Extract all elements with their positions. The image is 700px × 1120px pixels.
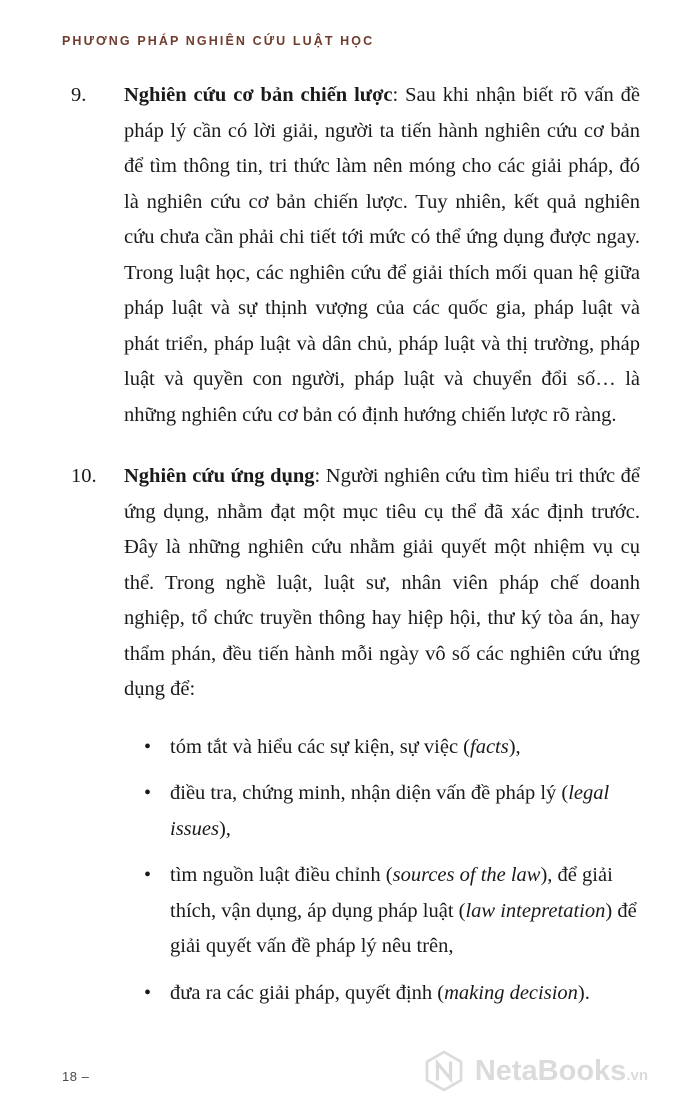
item-text: : Người nghiên cứu tìm hiểu tri thức để ứng dụng, nhằm đạt một mục tiêu cụ thể đã xác định trước. Đây là những nghiên cứu nhằm giải quyết một nhiệm vụ cụ thể. Trong nghề luật, luật sư, nhân viên pháp chế doanh nghiệp, tổ chức truyền thông hay hiệp hội, thư ký tòa án, hay thẩm phán, đều tiến hành mỗi ngày vô số các nghiên cứu ứng dụng để:	[124, 465, 640, 700]
watermark	[423, 1050, 648, 1092]
bullet-text	[170, 976, 640, 1012]
bullet-term: ), để giải thích, vận dụng, áp dụng pháp luật (	[170, 864, 613, 922]
bullet-term-italic: facts	[470, 735, 509, 758]
item-lead-term: Nghiên cứu ứng dụng	[124, 465, 315, 487]
bullet-term-italic: sources of the law	[392, 864, 541, 886]
numbered-item	[62, 459, 640, 1011]
bullet-term: tìm nguồn luật điều chỉnh (	[170, 864, 393, 886]
item-body	[124, 459, 640, 1011]
bullet-marker-icon: •	[144, 981, 152, 1004]
bullet-list	[124, 730, 640, 1012]
bullet-term: điều tra, chứng minh, nhận diện vấn đề pháp lý (	[170, 782, 569, 804]
bullet-term: đưa ra các giải pháp, quyết định (	[170, 981, 445, 1004]
watermark-text	[474, 1054, 648, 1087]
item-number: 9.	[71, 84, 87, 106]
bullet-marker-icon: •	[144, 735, 152, 758]
page-content	[62, 78, 640, 1011]
bullet-item	[124, 858, 640, 965]
bullet-item	[124, 976, 640, 1012]
bullet-item	[124, 776, 640, 847]
item-lead-term: Nghiên cứu cơ bản chiến lược	[124, 84, 393, 106]
running-head: PHƯƠNG PHÁP NGHIÊN CỨU LUẬT HỌC	[62, 34, 375, 48]
bullet-term: ),	[218, 817, 231, 840]
bullet-marker-icon: •	[144, 864, 152, 886]
bullet-item	[124, 730, 640, 766]
bullet-term: ).	[577, 981, 590, 1004]
bullet-text	[170, 776, 640, 847]
item-number: 10.	[71, 465, 97, 487]
bullet-term-italic: making decision	[444, 981, 578, 1004]
bullet-text	[170, 858, 640, 965]
bullet-marker-icon: •	[144, 782, 152, 804]
item-text: : Sau khi nhận biết rõ vấn đề pháp lý cần có lời giải, người ta tiến hành nghiên cứu cơ bản để tìm thông tin, tri thức làm nên móng cho các giải pháp, đó là nghiên cứu cơ bản chiến lược. Tuy nhiên, kết quả nghiên cứu chưa cần phải chi tiết tới mức có thể ứng dụng được ngay. Trong luật học, các nghiên cứu để giải thích mối quan hệ giữa pháp luật và sự thịnh vượng của các quốc gia, pháp luật và phát triển, pháp luật và dân chủ, pháp luật và thị trường, pháp luật và quyền con người, pháp luật và chuyển đổi số… là những nghiên cứu cơ bản có định hướng chiến lược rõ ràng.	[124, 84, 640, 426]
watermark-tld: .vn	[626, 1066, 648, 1084]
page-number: 18 –	[62, 1069, 90, 1084]
watermark-name: NetaBooks	[474, 1054, 627, 1087]
bullet-text	[170, 730, 640, 766]
bullet-term-italic: law intepretation	[465, 899, 606, 922]
bullet-term-italic: legal issues	[170, 782, 610, 840]
bullet-term: ) để giải quyết vấn đề pháp lý nêu trên,	[170, 899, 637, 957]
bullet-term: tóm tắt và hiểu các sự kiện, sự việc (	[170, 735, 471, 758]
netabooks-logo-icon	[423, 1050, 465, 1092]
item-body	[124, 78, 640, 433]
numbered-item	[62, 78, 640, 433]
bullet-term: ),	[508, 735, 521, 758]
